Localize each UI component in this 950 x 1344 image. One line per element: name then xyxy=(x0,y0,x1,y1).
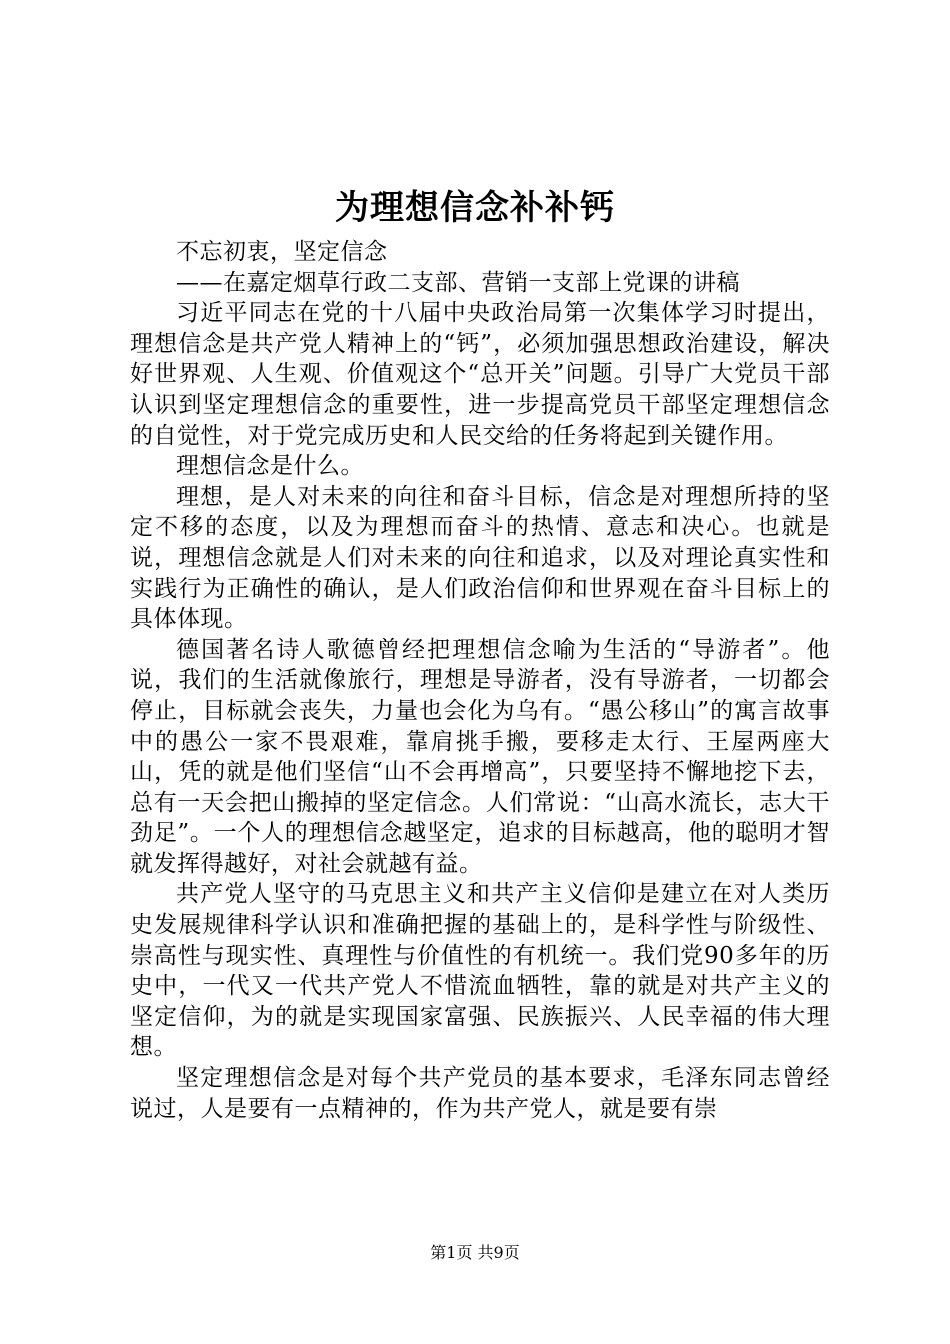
page-number-footer: 第1页 共9页 xyxy=(430,1243,520,1262)
paragraph: 德国著名诗人歌德曾经把理想信念喻为生活的“导游者”。他说，我们的生活就像旅行，理想是导游者，没有导游者，一切都会停止，目标就会丧失，力量也会化为乌有。“愚公移山”的寓言故事中的愚公一家不畏艰难，靠肩挑手搬，要移走太行、王屋两座大山，凭的就是他们坚信“山不会再增高”，只要坚持不懈地挖下去，总有一天会把山搬掉的坚定信念。人们常说：“山高水流长，志大干劲足”。一个人的理想信念越坚定，追求的目标越高，他的聪明才智就发挥得越好，对社会就越有益。 xyxy=(130,636,830,877)
paragraph-heading: 理想信念是什么。 xyxy=(176,453,364,480)
paragraph-subtitle: ——在嘉定烟草行政二支部、营销一支部上党课的讲稿 xyxy=(176,269,740,296)
paragraph: 共产党人坚守的马克思主义和共产主义信仰是建立在对人类历史发展规律科学认识和准确把握的基础上的，是科学性与阶级性、崇高性与现实性、真理性与价值性的有机统一。我们党90多年的历史中，一代又一代共产党人不惜流血牺牲，靠的就是对共产主义的坚定信仰，为的就是实现国家富强、民族振兴、人民幸福的伟大理想。 xyxy=(130,881,830,1061)
document-body xyxy=(130,237,830,1124)
paragraph: 习近平同志在党的十八届中央政治局第一次集体学习时提出，理想信念是共产党人精神上的“钙”，必须加强思想政治建设，解决好世界观、人生观、价值观这个“总开关”问题。引导广大党员干部认识到坚定理想信念的重要性，进一步提高党员干部坚定理想信念的自觉性，对于党完成历史和人民交给的任务将起到关键作用。 xyxy=(130,300,830,449)
paragraph: 理想，是人对未来的向往和奋斗目标，信念是对理想所持的坚定不移的态度，以及为理想而奋斗的热情、意志和决心。也就是说，理想信念就是人们对未来的向往和追求，以及对理论真实性和实践行为正确性的确认，是人们政治信仰和世界观在奋斗目标上的具体体现。 xyxy=(130,483,830,633)
paragraph: 坚定理想信念是对每个共产党员的基本要求，毛泽东同志曾经说过，人是要有一点精神的，作为共产党人，就是要有崇 xyxy=(130,1065,830,1122)
paragraph-motto: 不忘初衷，坚定信念 xyxy=(176,239,388,265)
page-title: 为理想信念补补钙 xyxy=(335,188,615,228)
